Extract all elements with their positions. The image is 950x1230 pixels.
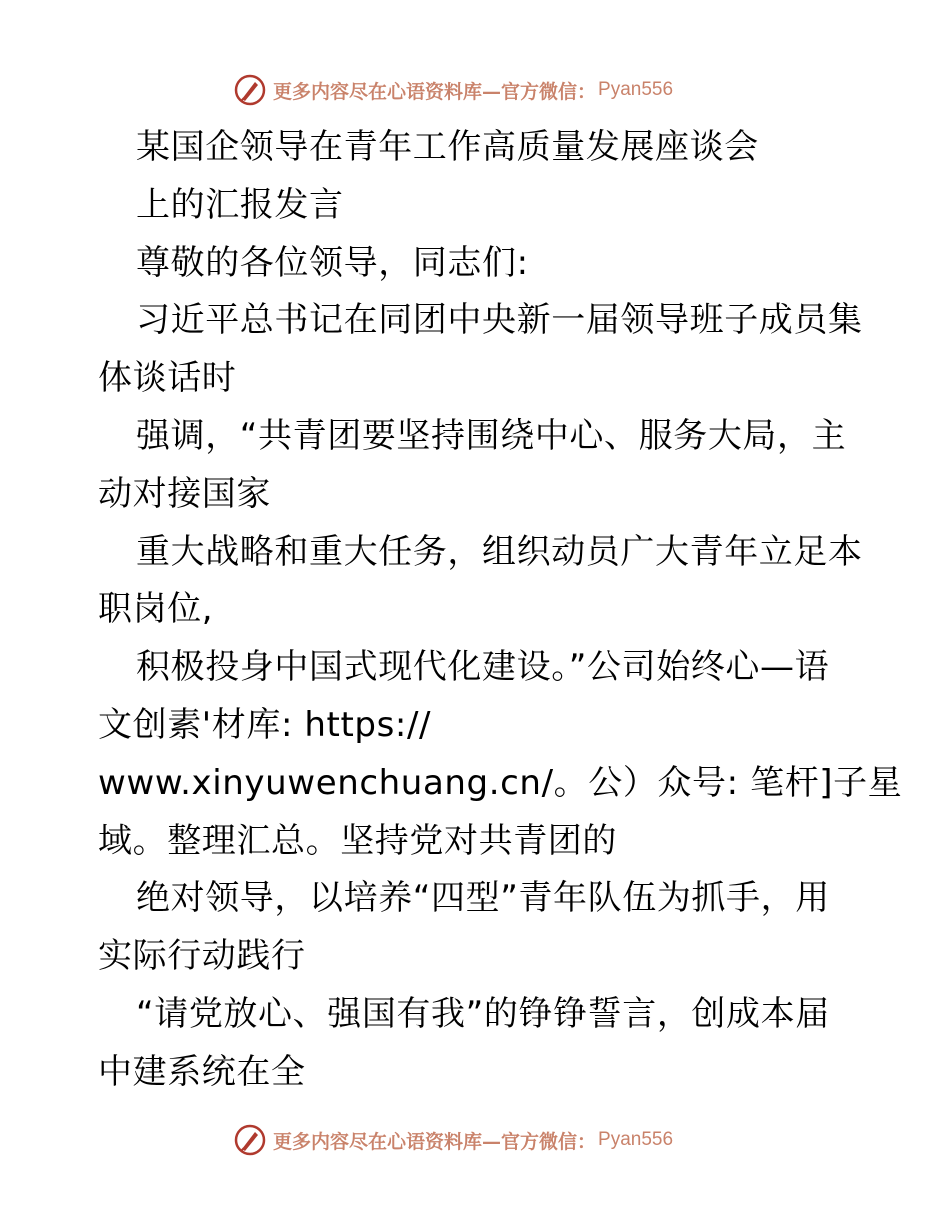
quill-pen-circle-icon: [233, 73, 267, 107]
paragraph-line: 习近平总书记在同团中央新一届领导班子成员集: [136, 300, 863, 341]
paragraph-line: 实际行动践行: [98, 936, 306, 977]
salutation: 尊敬的各位领导，同志们:: [136, 242, 529, 283]
paragraph-line: “请党放心、强国有我”的铮铮誓言，创成本届: [136, 993, 830, 1034]
paragraph-line: 文创素'材库: https://: [98, 704, 432, 745]
title-line-1: 某国企领导在青年工作高质量发展座谈会: [136, 127, 759, 167]
quill-pen-circle-icon: [233, 1123, 267, 1157]
watermark-handle: Pyan556: [598, 1129, 674, 1150]
paragraph-line: 强调，“共青团要坚持围绕中心、服务大局，主: [136, 415, 847, 456]
paragraph-line: 绝对领导，以培养“四型”青年队伍为抓手，用: [136, 878, 830, 919]
watermark-text: 更多内容尽在心语资料库—官方微信：: [273, 1130, 597, 1153]
footer-watermark: [233, 1122, 673, 1158]
paragraph-line: 动对接国家: [98, 473, 271, 514]
title-line-2: 上的汇报发言: [136, 184, 344, 225]
paragraph-line: 中建系统在全: [98, 1051, 306, 1092]
header-watermark: [233, 72, 673, 108]
paragraph-line: 积极投身中国式现代化建设。”公司始终心—语: [136, 647, 830, 688]
document-body: [98, 119, 903, 1102]
paragraph-line: 职岗位,: [98, 589, 214, 630]
watermark-handle: Pyan556: [598, 79, 674, 100]
paragraph-line: 体谈话时: [98, 358, 237, 399]
paragraph-line: 重大战略和重大任务，组织动员广大青年立足本: [136, 531, 863, 572]
watermark-text: 更多内容尽在心语资料库—官方微信：: [273, 80, 597, 103]
paragraph-line: 域。整理汇总。坚持党对共青团的: [98, 820, 617, 861]
paragraph-line: www.xinyuwenchuang.cn/。公）众号: 笔杆]子星: [98, 762, 903, 803]
